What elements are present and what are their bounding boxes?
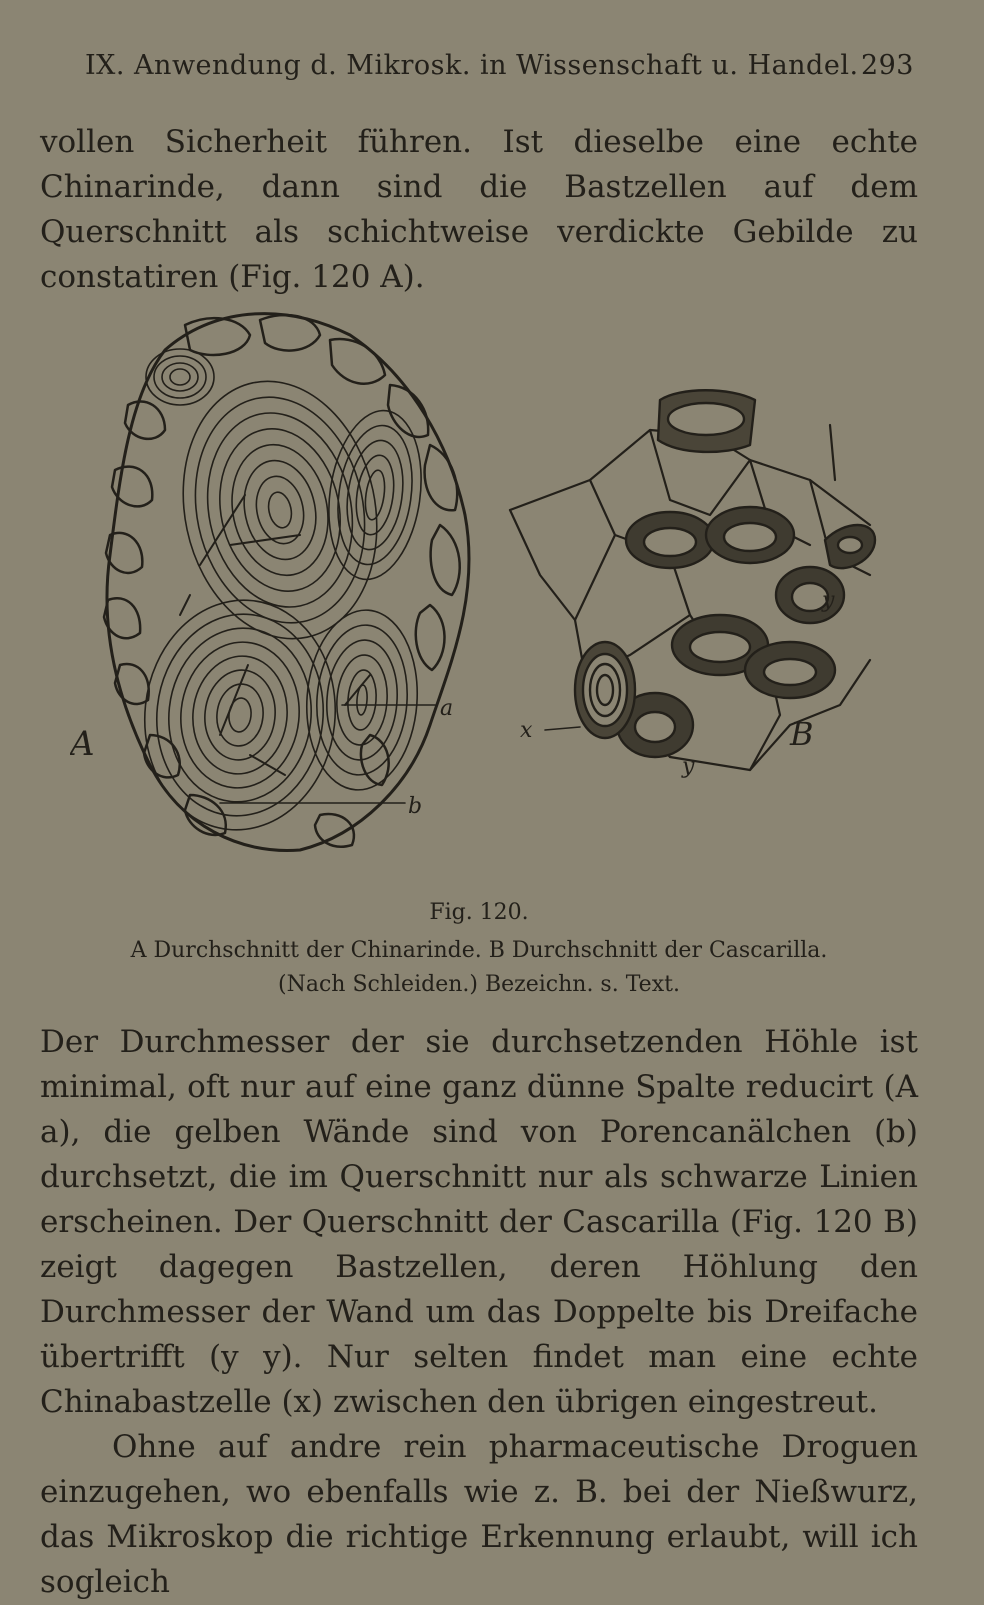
figure-number: Fig. 120. (429, 900, 529, 925)
label-B: B (790, 715, 814, 753)
figure-120-illustration (70, 295, 910, 885)
label-y-lower: y (682, 754, 695, 779)
drawing-a-chinarinde (104, 314, 469, 851)
paragraph-2: Der Durchmesser der sie durchsetzenden Höhle ist minimal, oft nur auf eine ganz dünne Spalte reducirt (A a), die gelben Wände sind von Porencanälchen (b) durchsetzt, die im Querschnitt nur als schwarze Linien erscheinen. Der Querschnitt der Cascarilla (Fig. 120 B) zeigt dagegen Bastzellen, deren Höhlung den Durchmesser der Wand um das Doppelte bis Dreifache übertrifft (y y). Nur selten findet man eine echte Chinabastzelle (x) zwischen den übrigen eingestreut. (40, 1024, 918, 1420)
label-A: A (70, 724, 95, 764)
leader-line-x (545, 727, 580, 730)
label-a: a (440, 696, 454, 721)
figure-caption-line-1: A Durchschnitt der Chinarinde. B Durchschnitt der Cascarilla. (130, 938, 828, 963)
label-b: b (408, 794, 423, 819)
label-x: x (520, 718, 533, 743)
paragraph-1: vollen Sicherheit führen. Ist dieselbe eine echte Chinarinde, dann sind die Bastzellen auf dem Querschnitt als schichtweise verdickte Gebilde zu constatiren (Fig. 120 A). (40, 124, 918, 295)
chapter-title: IX. Anwendung d. Mikrosk. in Wissenschaft u. Handel. (85, 49, 859, 81)
page-number: 293 (860, 49, 914, 81)
paragraph-3: Ohne auf andre rein pharmaceutische Droguen einzugehen, wo ebenfalls wie z. B. bei der Nießwurz, das Mikroskop die richtige Erkennung erlaubt, will ich sogleich (40, 1429, 918, 1600)
running-header (85, 42, 914, 88)
figure-caption-line-2: (Nach Schleiden.) Bezeichn. s. Text. (278, 972, 680, 997)
label-y-upper: y (822, 588, 835, 613)
drawing-b-cascarilla (510, 390, 875, 770)
